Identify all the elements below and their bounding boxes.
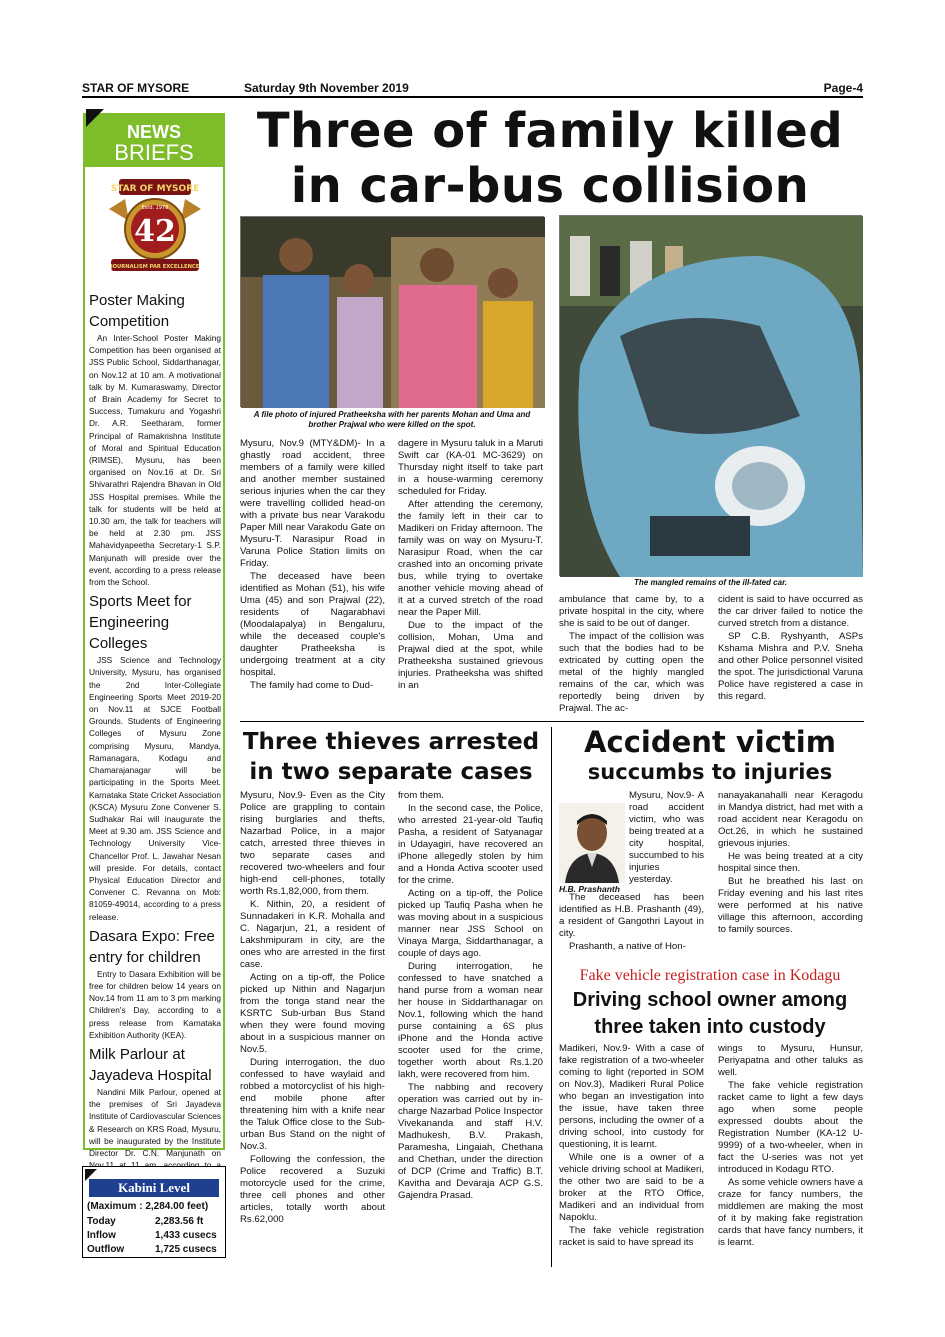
brief-title: Milk Parlour at Jayadeva Hospital [89,1045,212,1084]
brief-text: JSS Science and Technology University, Mysuru, has organised the 2nd Inter-Collegiate Engineering Sports Meet 2019-20 on Nov.11 at SJCE Football Grounds. Students of Engineering Colleges of Mysuru Zone comprising Mysuru, Mandya, Ramanagara, Kodagu and Chamarajanagar will be participating in the Sports Meet. Karnataka State Cricket Association (KSCA) Mysuru Zone Convener S. Sudhakar Rai will inaugurate the Meet at 9.30 am. JSS Science and Technology University Vice-Chancellor Prof. L. Jawahar Nesan will preside. For details, contact Physical Education Director and Convener C. Revanna on Mob: 81059-49014, according to a press release. [89,655,221,922]
logo-number: 42 [134,214,176,249]
masthead-rule [82,96,863,98]
prashanth-caption: H.B. Prashanth [559,884,620,894]
kabini-label-today: Today [87,1216,116,1227]
lead-column-1: Mysuru, Nov.9 (MTY&DM)- In a ghastly road accident, three members of a family were killed and another member sustained serious injuries when the car they were travelling collided head-on with a private bus near Varakodu Paper Mill near Varakodu Gate on Mysuru-T. Narasipur Road in Varuna Police Station limits on Friday. The deceased have been identified as Mohan (51), his wife Uma (45) and son Prajwal (22), residents of Nagarabhavi (Moodalapalya) in Bengaluru, while the deceased couple's daughter Pratheeksha is undergoing treatment at a city hospital. The family had come to Dud- [240,438,385,691]
thieves-column-1: Mysuru, Nov.9- Even as the City Police are grappling to contain rising burglaries and thefts, Nazarbad Police, in a major catch, arrested three thieves in two separate cases and recovered two-wheelers and four high-end cell-phones, totally worth Rs.1,82,000, from them. K. Nithin, 20, a resident of Sunnadakeri in K.R. Mohalla and C. Nagarjun, 21, a resident of Lakshmipuram in city, are the ones who are arrested in the first case. Acting on a tip-off, the Police picked up Nithin and Nagarjun from the tonga stand near the KSRTC Sub-urban Bus Stand when they were found moving about in a suspicious manner on Nov.5. During interrogation, the duo confessed to have waylaid and robbed a motorcyclist of his high-end mobile phone after threatening him with a knife near the Taluk Office close to the Sub-urban Bus Stand on the night of Nov.3. Following the confession, the Police recovered a Suzuki motorcycle used for the crime, three cell phones and other articles, totally worth about Rs.62,000 [240,790,385,1225]
driving-headline: Driving school owner among three taken into custody [572,989,848,1038]
victim-column-1: Mysuru, Nov.9- A road accident victim, who was being treated at a city hospital, succumbed to his injuries yesterday. The deceased has been identified as H.B. Prashanth (49), a resident of Gangothri Layout in city. Prashanth, a native of Hon- [559,790,704,952]
lead-column-4: cident is said to have occurred as the car driver failed to notice the curved stretch from a distance. SP C.B. Ryshyanth, ASPs Kshama Mishra and P.V. Sneha and other Police personnel visited the spot. The jurisdictional Varuna Police have registered a case in this regard. [718,594,863,702]
victim-column-2: nanayakanahalli near Keragodu in Mandya district, had met with a road accident near Keragodu on Oct.26, in which he sustained grievous injuries. He was being treated at a city hospital since then. But he breathed his last on Friday evening and his last rites were performed at his native village this afternoon, according to family sources. [718,790,863,935]
lead-bottom-rule [240,721,864,722]
driving-kicker: Fake vehicle registration case in Kodagu [579,967,841,984]
lead-column-2: dagere in Mysuru taluk in a Maruti Swift car (KA-01 MC-3629) on Thursday night itself to take part in a house-warming ceremony scheduled for Friday. After attending the ceremony, the family left in their car to Madikeri on Friday afternoon. The family was on way on Mysuru-T. Narasipur Road, when the car crashed into an oncoming private bus, while trying to overtake another vehicle moving ahead of it at a curved stretch of the road near the Paper Mill. Due to the impact of the collision, Mohan, Uma and Prajwal died at the spot, while Pratheeksha sustained grievous injuries. Pratheeksha was shifted in an [398,438,543,691]
thieves-column-2: from them. In the second case, the Police, who arrested 21-year-old Taufiq Pasha, a resident of Satyanagar in Udayagiri, have recovered an iPhone allegedly stolen by him and a Honda Activa scooter used for the crime. Acting on a tip-off, the Police picked up Taufiq Pasha when he was moving about in a suspicious manner near JSS School on Vinaya Marga, Siddarthanagar, a couple of days ago. During interrogation, he confessed to have snatched a hand purse from a woman near her house in Siddarthanagar on Nov.1, following which the hand purse containing a 6S plus iPhone and the Honda active scooter used for the crime, together worth about Rs.1.20 lakh, were recovered from him. The nabbing and recovery operation was carried out by in-charge Nazarbad Police Inspector Vivekananda and staff H.V. Madhukesh, B.V. Prakash, Paramesha, Lingaiah, Chethana and Chethan, under the direction of DCP (Crime and Traffic) B.T. Kavitha and Devaraja ACP G.S. Gajendra Prasad. [398,790,543,1201]
car-photo-caption: The mangled remains of the ill-fated car. [634,578,787,587]
brief-title: Poster Making Competition [89,292,185,330]
logo-bottom-text: JOURNALISM PAR EXCELLENCE [110,264,200,270]
brief-title: Sports Meet for Engineering Colleges [89,593,192,653]
kabini-value-inflow: 1,433 cusecs [155,1230,217,1241]
logo-top-text: STAR OF MYSORE [110,184,200,194]
anniversary-logo [105,173,205,285]
family-photo-caption: A file photo of injured Pratheeksha with her parents Mohan and Uma and brother Prajwal who were killed on the spot. [253,410,531,429]
paper-name: STAR OF MYSORE [82,81,190,95]
news-label: NEWS [127,122,181,142]
kabini-level-box [82,1166,226,1258]
kabini-max: (Maximum : 2,284.00 feet) [87,1201,209,1212]
brief-text: Entry to Dasara Exhibition will be free for children below 14 years on Nov.14 from 11 am to 3 pm marking Children's Day, according to a press release from Karnataka Exhibition Authority (KEA). [89,968,221,1040]
driving-column-1: Madikeri, Nov.9- With a case of fake registration of a two-wheeler coming to light (reported in SOM on Nov.3), Madikeri Rural Police who began an investigation into the issue, have taken three persons, including the owner of a driving school, into custody for questioning, it is learnt. While one is a owner of a vehicle driving school at Madikeri, the other two are said to be a broker at the RTO Office, Madikeri and an individual from Napoklu. The fake vehicle registration racket is said to have spread its [559,1043,704,1248]
issue-date: Saturday 9th November 2019 [244,81,409,95]
briefs-list [89,287,221,1184]
victim-headline: Accident victim succumbs to injuries [584,725,836,784]
brief-text: An Inter-School Poster Making Competition has been organised at JSS Public School, Siddarthanagar, on Nov.12 at 10 am. A motivational talk by M. Kumaraswamy, Director of Brain Academy for Secret to Success, Tumakuru and Yogashri Dr. A.R. Seetharam, former Principal of Ramakrishna Institute of Moral and Spiritual Education (RIMSE), Mysuru, has been organised on Nov.16 at Dr. Sri Shivarathri Rajendra Bhavan in Old JSS Hospital premises. While the talk for students will be held at 10.30 am, the talk for teachers will be held at 2.30 pm. JSS Mahavidyapeetha Secretary-1 S.P. Manjunath will preside over the event, according to a press release from the School. [89,333,221,588]
briefs-label: BRIEFS [114,140,194,165]
brief-text: Nandini Milk Parlour, opened at the premises of Sri Jayadeva Institute of Cardiovascular Sciences & Research on KRS Road, Mysuru, will be inaugurated by the Institute Director Dr. C.N. Manjunath on [89,1086,221,1158]
news-briefs-sidebar [83,113,225,1158]
brief-title: Dasara Expo: Free entry for children [89,927,215,966]
driving-column-2: wings to Mysuru, Hunsur, Periyapatna and other taluks as well. The fake vehicle registration racket came to light a few days ago when some people expressed doubts about the Registration Number (KA-12 U-9999) of a two-wheeler, when in fact the U-series was not yet introduced in Kodagu RTO. As some vehicle owners have a craze for fancy numbers, the middlemen are making the most of it by making fake registration cards that have fancy numbers, it is learnt. [718,1043,863,1248]
lead-column-3: ambulance that came by, to a private hospital in the city, where she is said to be out of danger. The impact of the collision was such that the bodies had to be extricated by cutting open the metal of the highly mangled remains of the car, which was reportedly being driven by Prajwal. The ac- [559,594,704,714]
page-number: Page-4 [823,81,863,95]
kabini-label-inflow: Inflow [87,1230,116,1241]
kabini-value-outflow: 1,725 cusecs [155,1244,217,1255]
kabini-value-today: 2,283.56 ft [155,1216,204,1227]
lead-headline: Three of family killed in car-bus collision [256,103,844,214]
column-divider [551,727,552,1267]
thieves-headline: Three thieves arrested in two separate cases [242,729,540,785]
family-photo [240,216,544,407]
logo-estd: Estd. 1978 [141,205,169,211]
kabini-label-outflow: Outflow [87,1244,125,1255]
kabini-title: Kabini Level [89,1179,219,1197]
car-photo [559,215,862,576]
sidebar-corner-mark [86,109,104,127]
